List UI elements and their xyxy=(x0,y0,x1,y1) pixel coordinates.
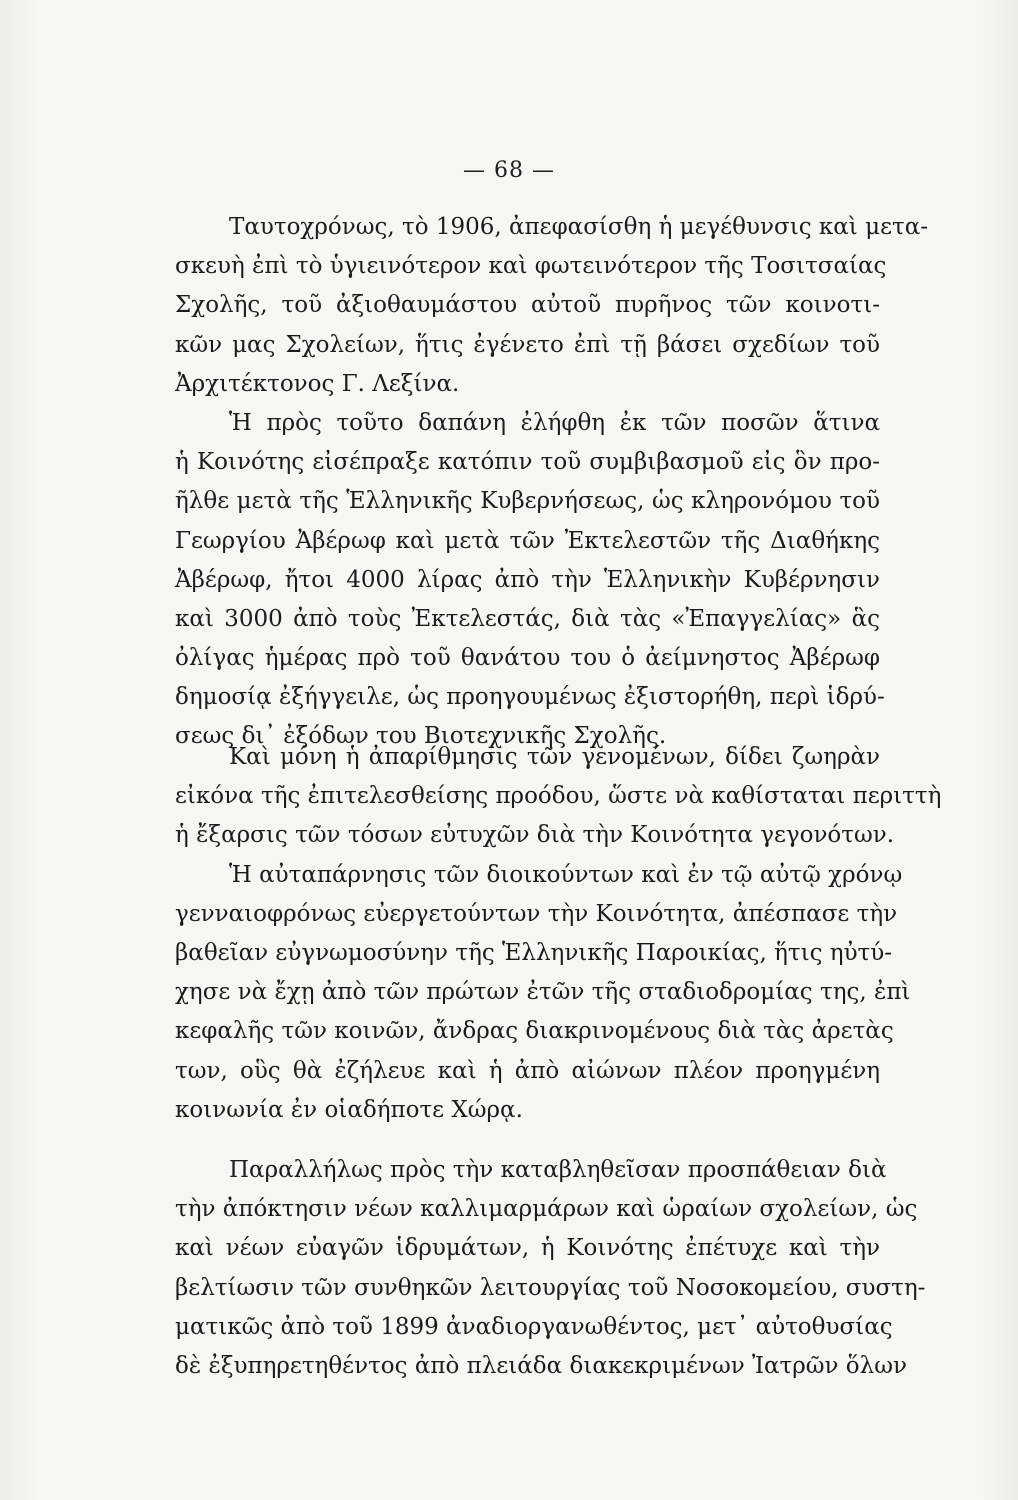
text-line: Παραλλήλως πρὸς τὴν καταβληθεῖσαν προσπάθειαν διὰ xyxy=(229,1157,887,1183)
text-line: των, οὓς θὰ ἐζήλευε καὶ ἡ ἀπὸ αἰώνων πλέον προηγμένη xyxy=(175,1057,880,1084)
text-line: Ἀρχιτέκτονος Γ. Λεξίνα. xyxy=(175,370,460,397)
paragraph-block-2 xyxy=(175,738,942,1130)
text-line: ἡ ἔξαρσις τῶν τόσων εὐτυχῶν διὰ τὴν Κοινότητα γεγονότων. xyxy=(175,822,895,849)
text-line: καὶ νέων εὐαγῶν ἱδρυμάτων, ἡ Κοινότης ἐπέτυχε καὶ τὴν xyxy=(175,1235,880,1262)
paragraph-block-3 xyxy=(175,1151,926,1386)
text-line: βαθεῖαν εὐγνωμοσύνην τῆς Ἑλληνικῆς Παροικίας, ἥτις ηὐτύ- xyxy=(175,939,893,966)
text-line: εἰκόνα τῆς ἐπιτελεσθείσης προόδου, ὥστε νὰ καθίσταται περιττὴ xyxy=(175,783,942,810)
text-line: Καὶ μόνη ἡ ἀπαρίθμησις τῶν γενομένων, δίδει ζωηρὰν xyxy=(229,744,880,770)
text-line: ὀλίγας ἡμέρας πρὸ τοῦ θανάτου του ὁ ἀείμνηστος Ἀβέρωφ xyxy=(175,645,880,672)
text-line: Σχολῆς, τοῦ ἀξιοθαυμάστου αὐτοῦ πυρῆνος τῶν κοινοτι- xyxy=(175,292,880,319)
text-line: Ἡ πρὸς τοῦτο δαπάνη ἐλήφθη ἐκ τῶν ποσῶν ἅτινα xyxy=(229,409,880,436)
text-line: Ἀβέρωφ, ἤτοι 4000 λίρας ἀπὸ τὴν Ἑλληνικὴν Κυβέρνησιν xyxy=(175,566,880,593)
text-line: ῆλθε μετὰ τῆς Ἑλληνικῆς Κυβερνήσεως, ὡς κληρονόμου τοῦ xyxy=(175,488,880,515)
text-line: βελτίωσιν τῶν συνθηκῶν λειτουργίας τοῦ Νοσοκομείου, συστη- xyxy=(175,1274,926,1301)
text-line: ἡ Κοινότης εἰσέπραξε κατόπιν τοῦ συμβιβασμοῦ εἰς ὃν προ- xyxy=(175,449,880,476)
text-line: καὶ 3000 ἀπὸ τοὺς Ἐκτελεστάς, διὰ τὰς «Ἐπαγγελίας» ἃς xyxy=(175,605,880,632)
text-line: κῶν μας Σχολείων, ἥτις ἐγένετο ἐπὶ τῇ βάσει σχεδίων τοῦ xyxy=(175,331,880,358)
text-line: χησε νὰ ἔχῃ ἀπὸ τῶν πρώτων ἐτῶν τῆς σταδιοδρομίας της, ἐπὶ xyxy=(175,979,911,1006)
text-line: τὴν ἀπόκτησιν νέων καλλιμαρμάρων καὶ ὡραίων σχολείων, ὡς xyxy=(175,1196,918,1223)
page-number: — 68 — xyxy=(463,158,555,183)
text-line: δημοσίᾳ ἐξήγγειλε, ὡς προηγουμένως ἐξιστορήθη, περὶ ἱδρύ- xyxy=(175,684,885,711)
text-line: σκευὴ ἐπὶ τὸ ὑγιεινότερον καὶ φωτεινότερον τῆς Τοσιτσαίας xyxy=(175,253,887,280)
text-line: σεως δι᾽ ἐξόδων του Βιοτεχνικῆς Σχολῆς. xyxy=(175,723,667,750)
text-line: Γεωργίου Ἀβέρωφ καὶ μετὰ τῶν Ἐκτελεστῶν τῆς Διαθήκης xyxy=(175,527,880,554)
text-line: Ἡ αὐταπάρνησις τῶν διοικούντων καὶ ἐν τῷ αὐτῷ χρόνῳ xyxy=(229,861,903,888)
text-line: κοινωνία ἐν οἱαδήποτε Χώρᾳ. xyxy=(175,1096,523,1123)
text-line: κεφαλῆς τῶν κοινῶν, ἄνδρας διακρινομένους διὰ τὰς ἀρετὰς xyxy=(175,1018,894,1045)
text-line: ματικῶς ἀπὸ τοῦ 1899 ἀναδιοργανωθέντος, μετ᾽ αὐτοθυσίας xyxy=(175,1313,893,1340)
paragraph-block-1 xyxy=(175,208,929,757)
text-line: γενναιοφρόνως εὐεργετούντων τὴν Κοινότητα, ἀπέσπασε τὴν xyxy=(175,900,898,927)
text-line: δὲ ἐξυπηρετηθέντος ἀπὸ πλειάδα διακεκριμένων Ἰατρῶν ὅλων xyxy=(175,1352,907,1379)
text-line: Ταυτοχρόνως, τὸ 1906, ἀπεφασίσθη ἡ μεγέθυνσις καὶ μετα- xyxy=(229,214,929,240)
